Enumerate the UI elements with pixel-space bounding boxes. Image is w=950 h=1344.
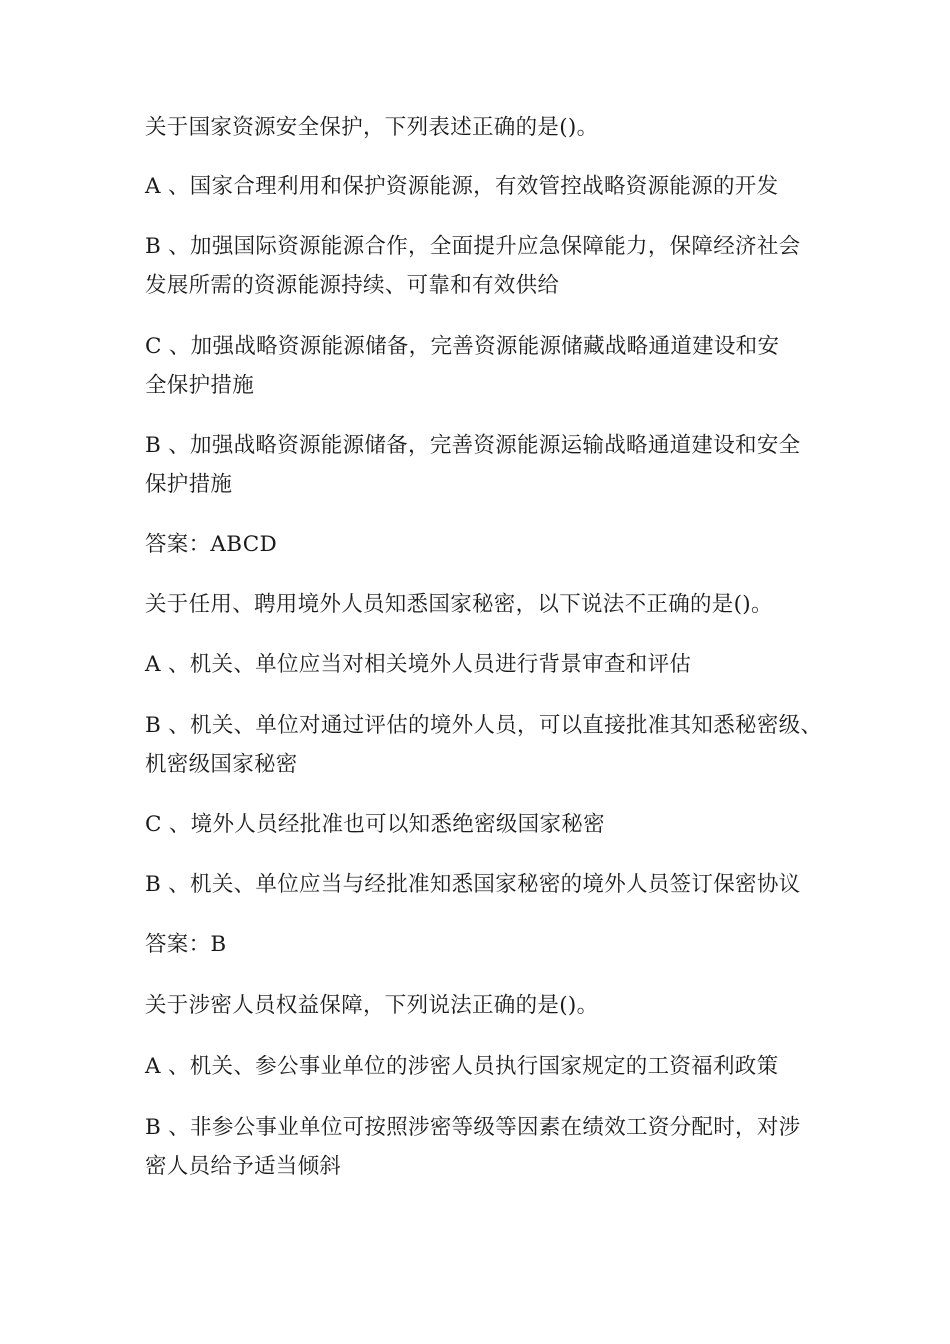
question-2-option-a: A 、机关、单位应当对相关境外人员进行背景审查和评估 [145,652,692,677]
question-1-option-c-line-2: 全保护措施 [145,373,255,398]
question-3-option-b-line-1: B 、非参公事业单位可按照涉密等级等因素在绩效工资分配时，对涉 [145,1115,801,1140]
question-2-option-c: C 、境外人员经批准也可以知悉绝密级国家秘密 [145,812,605,837]
question-2-stem: 关于任用、聘用境外人员知悉国家秘密，以下说法不正确的是()。 [145,592,773,617]
question-1-stem: 关于国家资源安全保护，下列表述正确的是()。 [145,115,599,140]
question-2-answer: 答案：B [145,932,227,957]
question-1-option-d-line-1: B 、加强战略资源能源储备，完善资源能源运输战略通道建设和安全 [145,433,801,458]
question-2-option-d: B 、机关、单位应当与经批准知悉国家秘密的境外人员签订保密协议 [145,872,801,897]
question-1-option-c-line-1: C 、加强战略资源能源储备，完善资源能源储藏战略通道建设和安 [145,334,780,359]
question-3-option-b-line-2: 密人员给予适当倾斜 [145,1154,342,1179]
question-1-option-d-line-2: 保护措施 [145,472,233,497]
question-1-option-b-line-1: B 、加强国际资源能源合作，全面提升应急保障能力，保障经济社会 [145,234,801,259]
question-2-option-b-line-1: B 、机关、单位对通过评估的境外人员，可以直接批准其知悉秘密级、 [145,713,823,738]
question-2-option-b-line-2: 机密级国家秘密 [145,752,298,777]
question-1-answer: 答案：ABCD [145,532,278,557]
question-1-option-a: A 、国家合理利用和保护资源能源，有效管控战略资源能源的开发 [145,174,779,199]
question-3-option-a: A 、机关、参公事业单位的涉密人员执行国家规定的工资福利政策 [145,1054,779,1079]
question-3-stem: 关于涉密人员权益保障，下列说法正确的是()。 [145,993,599,1018]
question-1-option-b-line-2: 发展所需的资源能源持续、可靠和有效供给 [145,273,560,298]
